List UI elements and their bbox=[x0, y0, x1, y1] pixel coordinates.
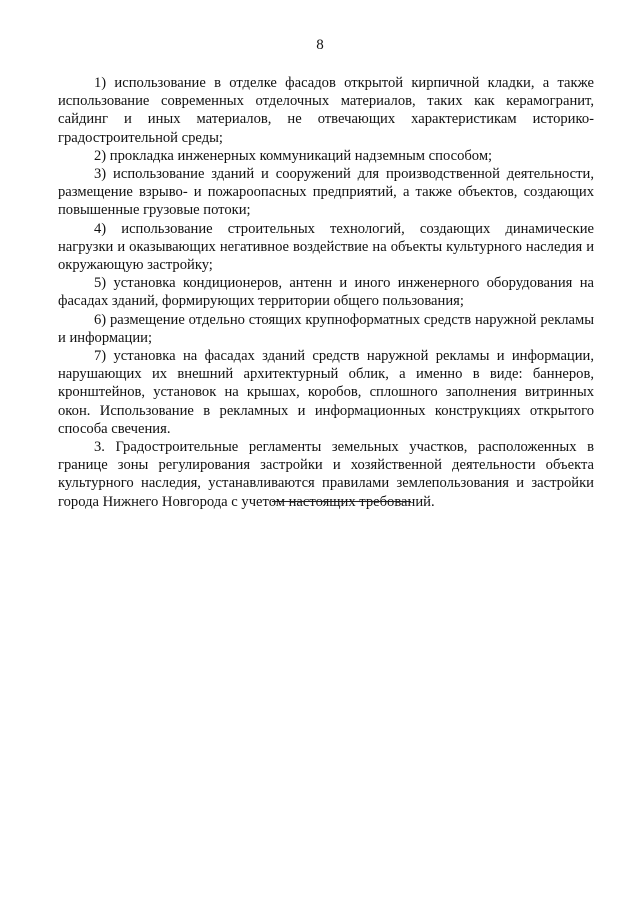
paragraph-item-3: 3) использование зданий и сооружений для производственной деятельности, размещение взрыво- и пожароопасных предприятий, а также объектов, создающих повышенные грузовые потоки; bbox=[58, 166, 594, 219]
paragraph-section-3: 3. Градостроительные регламенты земельных участков, расположенных в границе зоны регулирования застройки и хозяйственной деятельности объекта культурного наследия, устанавливаются правилами землепользования и застройки города Нижнего Новгорода с учетом настоящих требований. bbox=[58, 439, 594, 510]
end-of-text-rule bbox=[272, 501, 411, 502]
paragraph-item-5: 5) установка кондиционеров, антенн и иного инженерного оборудования на фасадах зданий, формирующих территории общего пользования; bbox=[58, 275, 594, 310]
document-body bbox=[58, 74, 594, 511]
paragraph-item-7: 7) установка на фасадах зданий средств наружной рекламы и информации, нарушающих их внешний архитектурный облик, а именно в виде: баннеров, кронштейнов, установок на крышах, коробов, сплошного заполнения витринных окон. Использование в рекламных и информационных конструкциях открытого способа свечения. bbox=[58, 348, 594, 437]
page-number: 8 bbox=[316, 37, 324, 53]
paragraph-item-2: 2) прокладка инженерных коммуникаций надземным способом; bbox=[94, 147, 493, 164]
paragraph-item-1: 1) использование в отделке фасадов открытой кирпичной кладки, а также использование современных отделочных материалов, таких как керамогранит, сайдинг и иных материалов, не отвечающих характеристикам историко-градостроительной среды; bbox=[58, 75, 594, 146]
paragraph-item-4: 4) использование строительных технологий, создающих динамические нагрузки и оказывающих негативное воздействие на объекты культурного наследия и окружающую застройку; bbox=[58, 220, 594, 274]
paragraph-item-6: 6) размещение отдельно стоящих крупноформатных средств наружной рекламы и информации; bbox=[58, 311, 594, 346]
